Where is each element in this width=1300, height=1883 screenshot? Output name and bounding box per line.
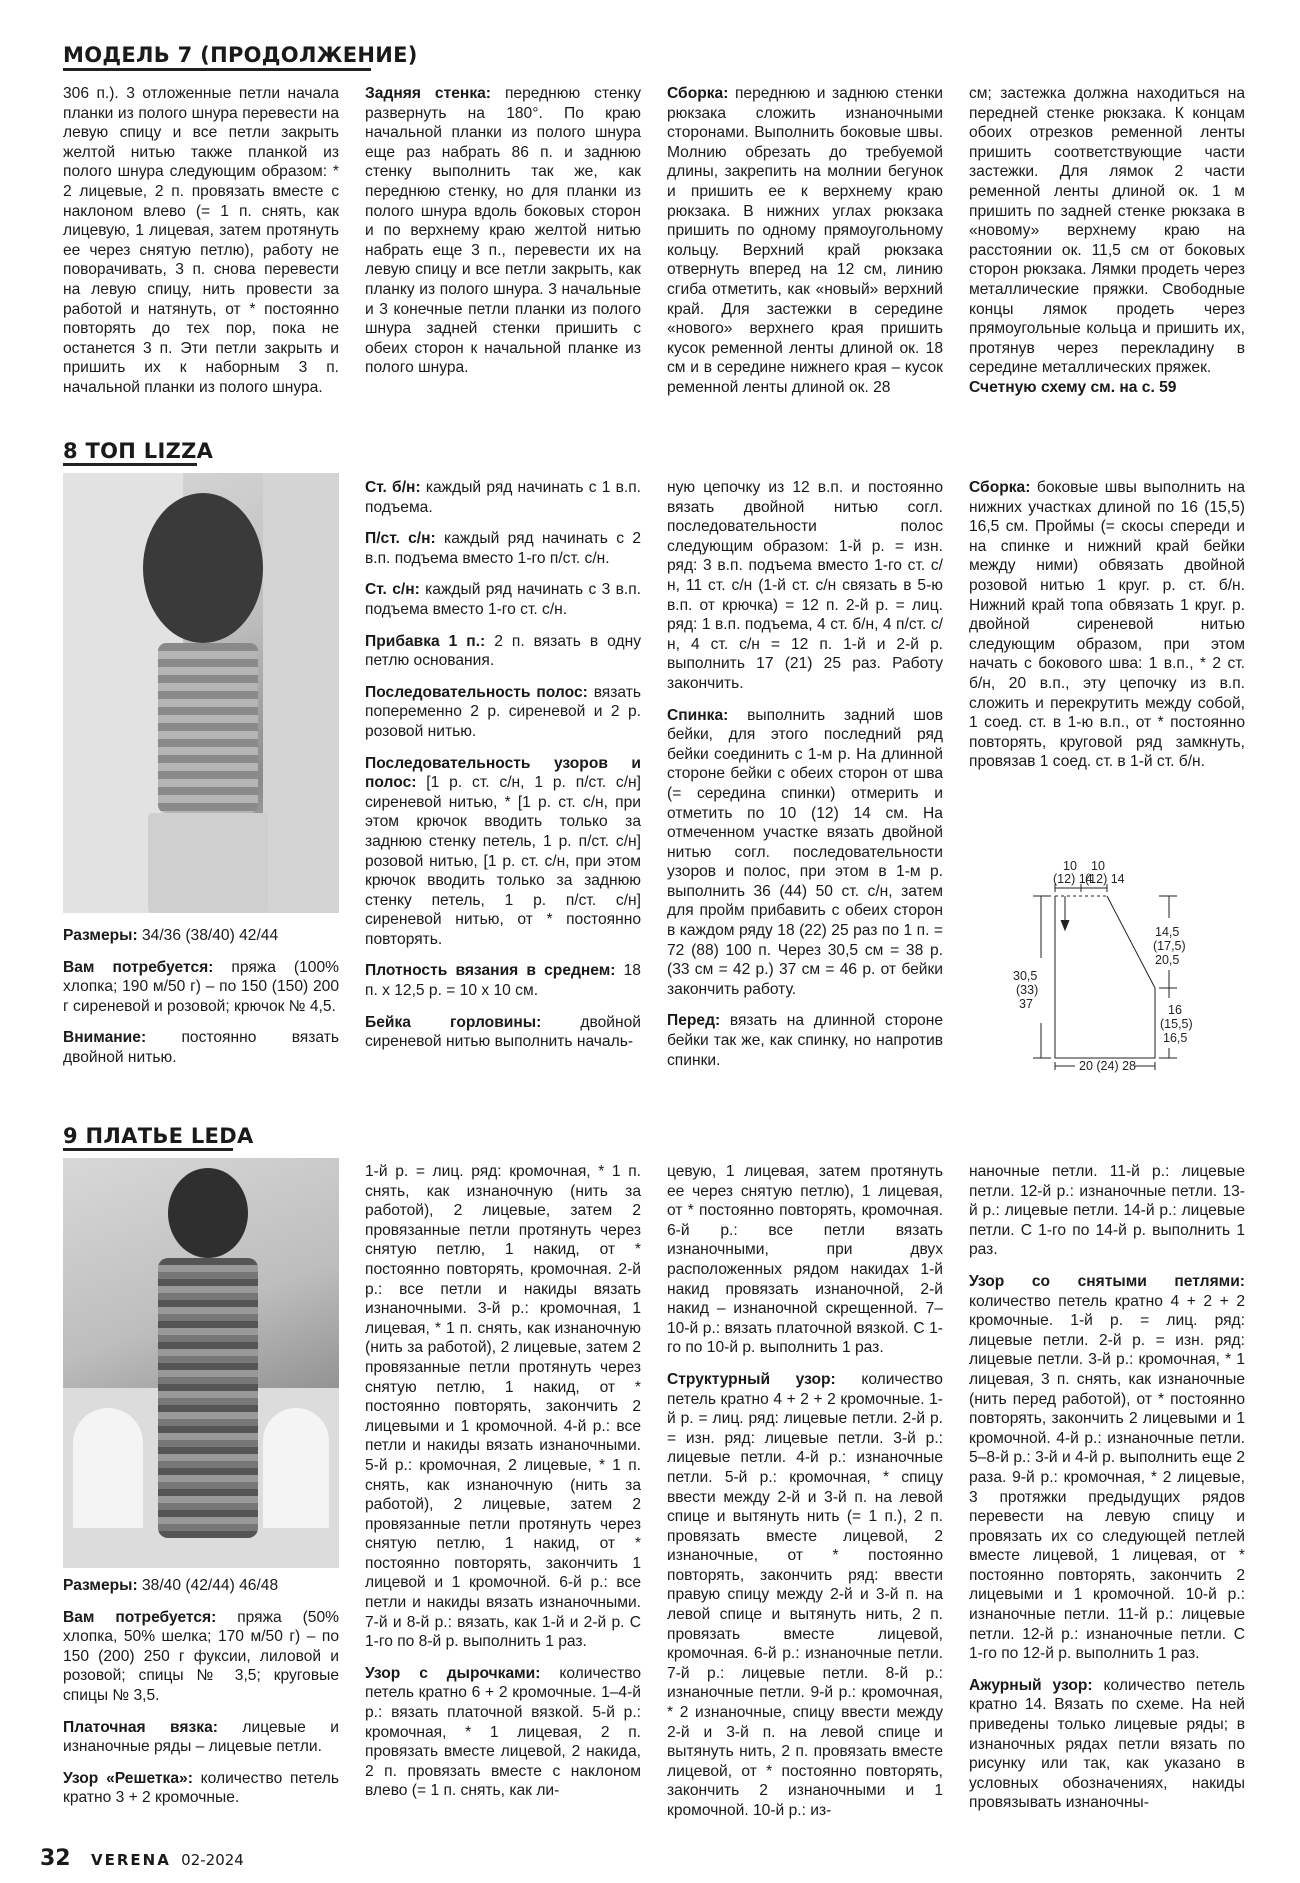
s9-lattice: Узор «Решетка»: количество петель кратно 3 + 2 кромочные. [63, 1769, 339, 1807]
s9-structure-cont: наночные петли. 11-й р.: лицевые петли. 12-й р.: изнаночные петли. 13-й р.: лицевые петли. 14-й р.: лицевые петли. С 1-го по 14-й р. выполнить 1 раз. [969, 1163, 1245, 1259]
s8-hdc: П/ст. с/н: каждый ряд начинать с 2 в.п. подъема вместо 1-го п/ст. с/н. [365, 530, 641, 567]
s8-band: ную цепочку из 12 в.п. и постоянно вязать двойной нитью согл. последовательности полос следующим образом: 1-й р. = изн. ряд: 3 в.п. подъема вместо 1-го ст. с/н, 11 ст. с/н (1-й ст. с/н связать в 5-ю в.п. от крючка) = 12 п. 2-й р. = лиц. ряд: 1 в.п. подъема, 4 ст. б/н, 4 п/ст. с/н, 4 ст. с/н = 12 п. 1-й и 2-й р. выполнить 17 (21) 25 раз. Работу закончить. [667, 479, 943, 692]
s9-slip: Узор со снятыми петлями: количество петель кратно 4 + 2 + 2 кромочные. 1-й р. = лиц. ряд: лицевые петли. 2-й р. = изн. ряд: лицевые петли. 3-й р.: кромочная, * 1 лицевая, 3 п. снять, как изнаночные (нить перед работой), от * постоянно повторять, закончить 2 лицевыми и 1 кромочной. 4-й р.: изнаночные петли. 5–8-й р.: 3-й и 4-й р. выполнить еще 2 раза. 9-й р.: кромочная, * 2 лицевые, 3 протяжки предыдущих рядов перевести на левую спицу и провязать их со следующей петлей вместе лицевой, 1 лицевая, от * постоянно повторять, закончить 2 лицевыми и 1 кромочной. 10-й р.: изнаночные петли. 11-й р.: лицевые петли. 12-й р.: изнаночные петли. С 1-го по 12-й р. выполнить 1 раз. [969, 1272, 1245, 1663]
s7-chart-ref: Счетную схему см. на с. 59 [969, 378, 1177, 396]
s8-gauge: Плотность вязания в среднем: 18 п. х 12,5 р. = 10 х 10 см. [365, 962, 641, 1000]
s8-increase: Прибавка 1 п.: 2 п. вязать в одну петлю основания. [365, 632, 641, 670]
s9-lattice-rows: 1-й р. = лиц. ряд: кромочная, * 1 п. снять, как изнаночную (нить за работой), 2 лицевые, затем 2 провязанные петли протянуть через снятую петлю, 1 накид, от * постоянно повторять, кромочная. 2-й р.: все петли и накиды вязать изнаночными. 3-й р.: кромочная, 1 лицевая, * 1 п. снять, как изнаночную (нить за работой), 2 лицевые, затем 2 провязанные петли протянуть через снятую петлю, 1 накид, от * постоянно повторять, закончить 2 лицевыми и 1 кромочной. 4-й р.: все петли и накиды вязать изнаночными. 5-й р.: кромочная, 2 лицевые, * 1 п. снять, как изнаночную (нить за работой), 2 лицевые, затем 2 провязанные петли протянуть через снятую петлю, 1 накид, от * постоянно повторять, закончить 1 лицевой и 1 кромочной. 6-й р.: все петли и накиды вязать изнаночными. 7-й и 8-й р.: вязать, как 1-й и 2-й р. С 1-го по 8-й р. выполнить 1 раз. [365, 1163, 641, 1651]
s8-materials: Вам потребуется: пряжа (100% хлопка; 190 м/50 г) – по 150 (150) 200 г сиреневой и розовой; крючок № 4,5. [63, 958, 339, 1015]
s7-text-4: см; застежка должна находиться на передней стенке рюкзака. К концам обоих отрезков ременной ленты пришить соответствующие части застежки. Для лямок 2 части ременной ленты длиной ок. 1 м пришить по задней стенке рюкзака в «новому» верхнему краю на расстоянии ок. 11,5 см от боковых сторон рюкзака. Лямки продеть через металлические пряжки. Свободные концы лямок продеть через прямоугольные кольца и пришить их, протянув через перекладину в середине металлических пряжек. [969, 85, 1245, 377]
diag-side-2: (15,5) [1160, 1017, 1193, 1031]
issue-number: 02-2024 [181, 1851, 244, 1869]
s9-garter: Платочная вязка: лицевые и изнаночные ряды – лицевые петли. [63, 1718, 339, 1756]
diag-armhole-2: (17,5) [1153, 939, 1186, 953]
s9-materials: Вам потребуется: пряжа (50% хлопка, 50% шелка; 170 м/50 г) – по 150 (200) 250 г фуксии, лиловой и розовой; спицы № 3,5; круговые спицы № 3,5. [63, 1608, 339, 1704]
s8-sizes: Размеры: 34/36 (38/40) 42/44 [63, 927, 279, 944]
page-footer [40, 1846, 244, 1871]
s8-pattern: Последовательность узоров и полос: [1 р. ст. с/н, 1 р. п/ст. с/н] сиреневой нитью, * [1 р. ст. с/н, при этом крючок вводить только за заднюю стенку петель, 1 р. п/ст. с/н] розовой нитью, [1 р. ст. с/н, при этом крючок вводить только за заднюю стенку петель, 1 р. п/ст. с/н] сиреневой нитью, от * постоянно повторять. [365, 754, 641, 948]
s8-col-3 [667, 478, 943, 1070]
s8-stripes: Последовательность полос: вязать попеременно 2 р. сиреневой и 2 р. розовой нитью. [365, 683, 641, 740]
s7-col-1 [63, 84, 339, 398]
s8-sc: Ст. б/н: каждый ряд начинать с 1 в.п. подъема. [365, 479, 641, 516]
section-9-title: 9 ПЛАТЬЕ LEDA [63, 1124, 254, 1148]
section-7-rule [63, 68, 371, 71]
s8-schematic [1005, 858, 1215, 1098]
section-9-rule [63, 1148, 233, 1151]
s8-col-2 [365, 478, 641, 1052]
section-8-title: 8 ТОП LIZZA [63, 439, 214, 463]
s7-col-3 [667, 84, 943, 398]
page-number: 32 [40, 1846, 71, 1871]
s8-assembly: Сборка: боковые швы выполнить на нижних участках длиной по 16 (15,5) 16,5 см. Проймы (= скосы спереди и на спинке и нижний край бейки между ними) обвязать двойной розовой нитью 1 круг. р. ст. б/н. Нижний край топа обвязать 1 круг. р. двойной сиреневой нитью следующим образом, при этом начать с бокового шва: 1 в.п., * 2 ст. б/н, 20 в.п., эту цепочку из в.п. сложить и перекрутить между собой, 1 соед. ст. в 1-ю в.п., от * постоянно повторять, круговой ряд замкнуть, провязав 1 соед. ст. в 1-й ст. б/н. [969, 479, 1245, 771]
s9-sizes: Размеры: 38/40 (42/44) 46/48 [63, 1577, 279, 1594]
s7-col-2 [365, 84, 641, 378]
diag-bottom: 20 (24) 28 [1079, 1059, 1136, 1073]
leda-photo [63, 1158, 339, 1568]
diag-armhole-3: 20,5 [1155, 953, 1180, 967]
s9-col-2 [365, 1162, 641, 1801]
diag-height-3: 37 [1019, 997, 1033, 1011]
s9-lace: Ажурный узор: количество петель кратно 14. Вязать по схеме. На ней приведены только лицевые ряды; в изнаночных рядах петли вязать по рисунку или так, как указано в условных обозначениях, накиды провязывать изнаночны- [969, 1676, 1245, 1812]
s9-col-4 [969, 1162, 1245, 1813]
s8-back: Спинка: выполнить задний шов бейки, для этого последний ряд бейки соединить с 1-м р. На длинной стороне бейки с обеих сторон от шва (= середина спинки) отмерить и отметить по 10 (12) 14 см. На отмеченном участке вязать двойной нитью согл. последовательности узоров и полос, при этом в 1-м р. выполнить 36 (44) 50 ст. с/н, затем для пройм прибавить с обеих сторон в каждом ряду 18 (22) 25 раз по 1 п. = 72 (88) 100 п. Через 30,5 см = 38 р. (33 см = 42 р.) 37 см = 46 р. от бейки закончить работу. [667, 706, 943, 998]
diag-top-b2: (12) 14 [1085, 872, 1125, 886]
s9-structure: Структурный узор: количество петель кратно 4 + 2 + 2 кромочные. 1-й р. = лиц. ряд: лицевые петли. 2-й р. = изн. ряд: лицевые петли. 3-й р.: лицевые петли. 4-й р.: изнаночные петли. 5-й р.: кромочная, * спицу ввести между 2-й и 3-й п. на левой спице и вытянуть нить (= 1 п.), 2 п. провязать вместе лицевой, 2 изнаночные, от * постоянно повторять, закончить ряд: ввести правую спицу между 2-й и 3-й п. на левой спице и вытянуть нить, 2 п. провязать вместе лицевой, кромочная. 6-й р.: изнаночные петли. 7-й р.: лицевые петли. 8-й р.: изнаночные петли. 9-й р.: кромочная, * 2 изнаночные, спицу ввести между 2-й и 3-й п. на левой спице и вытянуть нить, 2 п. провязать вместе лицевой, от * постоянно повторять, закончить 2 изнаночными и 1 кромочной. 10-й р.: из- [667, 1370, 943, 1819]
s9-holes-cont: цевую, 1 лицевая, затем протянуть ее через снятую петлю), 1 лицевая, от * постоянно повторять, кромочная. 6-й р.: все петли вязать изнаночными, при двух расположенных рядом накидах 1-й накид провязать изнаночной, 2-й накид – изнаночной скрещенной. 7–10-й р.: вязать платочной вязкой. С 1-го по 10-й р. выполнить 1 раз. [667, 1163, 943, 1357]
magazine-name: VERENA [90, 1851, 171, 1869]
section-8-rule [63, 463, 197, 466]
s7-assembly: Сборка: переднюю и заднюю стенки рюкзака сложить изнаночными сторонами. Выполнить боковые швы. Молнию обрезать до требуемой длины, закрепить на молнии бегунок и пришить ее к верхнему краю рюкзака. В нижних углах рюкзака пришить по одному прямоугольному кольцу. Верхний край рюкзака отвернуть вперед на 12 см, линию сгиба отметить, как «новый» верхний край. Для застежки в середине «нового» верхнего края пришить кусок ременной ленты длиной ок. 18 см и в середине нижнего края – кусок ременной ленты длиной ок. 28 [667, 85, 943, 396]
diag-height-1: 30,5 [1013, 969, 1038, 983]
s8-warning: Внимание: постоянно вязать двойной нитью. [63, 1029, 339, 1066]
diag-side-3: 16,5 [1163, 1031, 1188, 1045]
s9-holes: Узор с дырочками: количество петель кратно 6 + 2 кромочные. 1–4-й р.: вязать платочной вязкой. 5-й р.: кромочная, * 1 лицевая, 2 п. провязать вместе лицевой, 2 накида, 2 п. провязать вместе с наклоном влево (= 1 п. снять, как ли- [365, 1664, 641, 1800]
diag-top-a2: (12) 14 [1053, 872, 1093, 886]
lizza-photo [63, 473, 339, 913]
diag-side-1: 16 [1168, 1003, 1182, 1017]
s8-neckband: Бейка горловины: двойной сиреневой нитью выполнить началь- [365, 1013, 641, 1051]
diag-height-2: (33) [1016, 983, 1039, 997]
s9-col-1 [63, 1576, 339, 1808]
s8-col-1 [63, 926, 339, 1080]
s9-col-3 [667, 1162, 943, 1821]
s8-dc: Ст. с/н: каждый ряд начинать с 3 в.п. подъема вместо 1-го ст. с/н. [365, 581, 641, 618]
s7-back-wall: Задняя стенка: переднюю стенку развернуть на 180°. По краю начальной планки из полого шнура еще раз набрать 86 п. и заднюю стенку выполнить так же, как переднюю стенку, но для планки из полого шнура вдоль боковых сторон и по верхнему краю желтой нитью набрать еще 3 п., перевести их на левую спицу и все петли закрыть, как планку из полого шнура. 3 начальные и 3 конечные петли планки из полого шнура задней стенки пришить с обеих сторон к начальной планке из полого шнура. [365, 85, 641, 377]
s8-col-4 [969, 478, 1245, 772]
s7-col-4 [969, 84, 1245, 398]
diag-top-b: 10 [1091, 859, 1105, 873]
s8-front: Перед: вязать на длинной стороне бейки так же, как спинку, но напротив спинки. [667, 1012, 943, 1069]
diag-top-a: 10 [1063, 859, 1077, 873]
diag-armhole-1: 14,5 [1155, 925, 1180, 939]
s7-text-1: 306 п.). 3 отложенные петли начала планки из полого шнура перевести на левую спицу и все петли закрыть желтой нитью также планкой из полого шнура следующим образом: * 2 лицевые, 2 п. провязать вместе с наклоном влево (= 1 п. снять, как лицевую, 1 лицевая, затем протянуть ее через снятую петлю), работу не поворачивать, 3 п. снова перевести на левую спицу, нить провести за работой и натянуть, от * постоянно повторять до тех пор, пока не останется 3 п. Эти петли закрыть и пришить их к наборным 3 п. начальной планки из полого шнура. [63, 85, 339, 396]
section-7-title: МОДЕЛЬ 7 (ПРОДОЛЖЕНИЕ) [63, 43, 418, 67]
